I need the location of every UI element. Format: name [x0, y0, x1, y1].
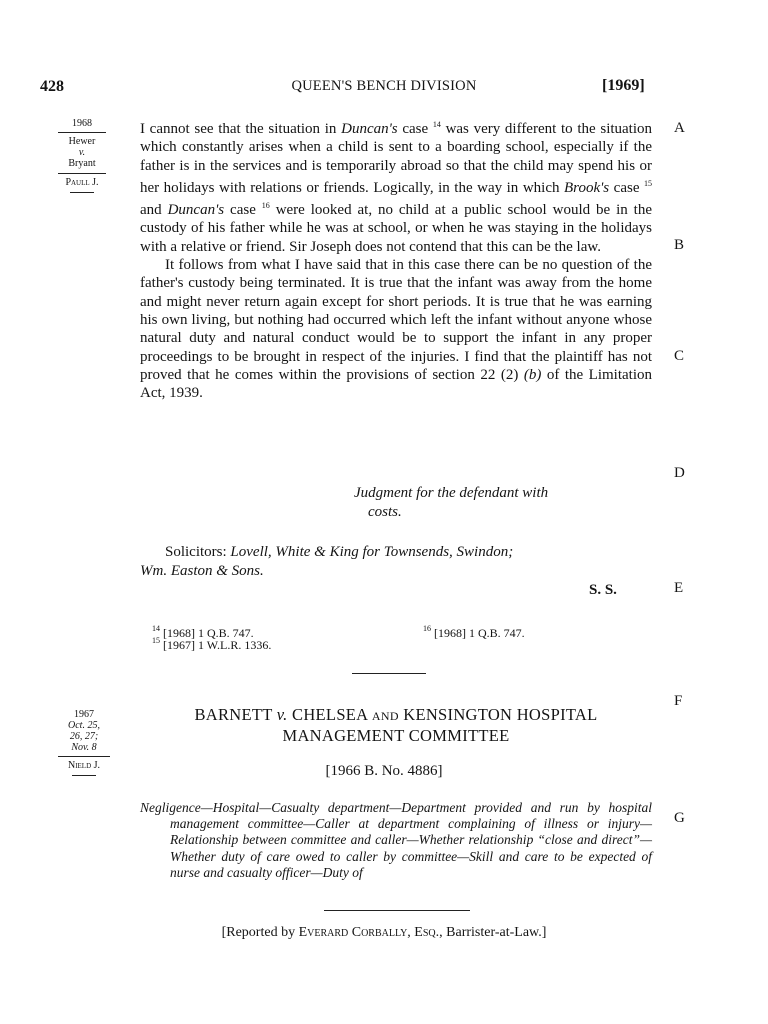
footnote-ref: 14 [432, 120, 441, 129]
margin-party-1: Hewer [68, 136, 96, 147]
margin-dates: Oct. 25, [68, 720, 100, 731]
margin-judge: Paull J. [65, 177, 99, 188]
margin-rule [58, 132, 106, 133]
solicitors-firms: Lovell, White & King for Townsends, Swindon; [230, 544, 514, 560]
margin-dates: 26, 27; [69, 731, 99, 742]
footnote-14: $^{14}$ [1968] 1 Q.B. 747. [152, 624, 254, 640]
reporter-name: Everard Corbally, Esq. [298, 925, 440, 940]
margin-rule [58, 756, 110, 757]
side-letter-e: E [674, 580, 684, 596]
case-name: Duncan's [167, 202, 225, 219]
reported-by: [Reported by Everard Corbally, Esq., Barrister-at-Law.] [221, 925, 547, 940]
side-letter-d: D [674, 465, 685, 481]
judgment-body [140, 116, 652, 402]
side-letter-a: A [674, 120, 685, 136]
margin-party-2: Bryant [68, 158, 96, 169]
case-name: Duncan's [341, 121, 398, 137]
solicitors [140, 543, 652, 581]
footnote-ref: 16 [261, 201, 270, 211]
case-name: Brook's [564, 179, 610, 196]
paragraph-2: It follows from what I have said that in this case there can be no question of the father's custody being terminated. It is true that the infant was away from the home and might never return again except for short periods. It is true that he was earning his own living, but nothing had occurred which left the infant without anyone whose natural duty and natural conduct would be to support the infant in any proper proceedings to be brought in respect of the injuries. I find that the plaintiff has not proved that he comes within the provisions of section 22 (2) (b) of the Limitation Act, 1939. [140, 257, 652, 402]
footnote-15: $^{15}$ [1967] 1 W.L.R. 1336. [152, 636, 272, 652]
margin-versus: v. [78, 147, 86, 158]
footnote-16: $^{16}$ [1968] 1 Q.B. 747. [423, 624, 525, 640]
headnote-divider [324, 910, 470, 911]
case-title: BARNETT v. CHELSEA AND KENSINGTON HOSPITAL MANAGEMENT COMMITTEE [194, 705, 598, 745]
judgment-line-2: costs. [368, 504, 402, 520]
margin-rule [58, 173, 106, 174]
solicitors-firm-2: Wm. Easton & Sons. [140, 563, 264, 579]
judgment-line-1: Judgment for the defendant with [354, 485, 549, 501]
paragraph-1: I cannot see that the situation in Duncan's case $^{14}$ was very different to the situation which constantly arises when a child is sent to a boarding school, especially if the father is in the services and is temporarily abroad so that the child may spend his or her holidays with relations or friends. Logically, in the way in which Brook's case $^{15}$ and Duncan's case $^{16}$ were looked at, no child at a public school would be in the custody of his father while he was at school, or when he was staying in the holidays with a relative or friend. Sir Joseph does not contend that this can be the law. [140, 120, 653, 255]
judgment-result [354, 484, 634, 522]
margin-judge: Nield J. [67, 760, 101, 771]
reporter-initials: S. S. [589, 582, 617, 598]
headnote: Negligence—Hospital—Casualty department—Department provided and run by hospital management committee—Caller at department complaining of illness or injury—Relationship between committee and caller—Whether relationship “close and direct”—Whether duty of care owed to caller by committee—Skill and care to be expected of nurse and casualty officer—Duty of [140, 800, 652, 880]
section-divider [352, 673, 426, 674]
margin-dates: Nov. 8 [71, 742, 97, 753]
running-head-title: QUEEN'S BENCH DIVISION [291, 78, 477, 94]
margin-year: 1967 [74, 709, 94, 720]
margin-note-hewer [58, 118, 106, 196]
margin-rule [70, 192, 94, 193]
side-letter-b: B [674, 237, 685, 253]
running-head-year: [1969] [602, 77, 645, 94]
side-letter-g: G [674, 810, 685, 826]
solicitors-label: Solicitors: [165, 544, 231, 560]
side-letter-f: F [674, 693, 683, 709]
case-citation: [1966 B. No. 4886] [325, 763, 443, 779]
margin-year: 1968 [72, 118, 92, 129]
footnote-ref: 15 [644, 178, 653, 188]
side-letter-c: C [674, 348, 685, 364]
page-number: 428 [40, 78, 64, 95]
